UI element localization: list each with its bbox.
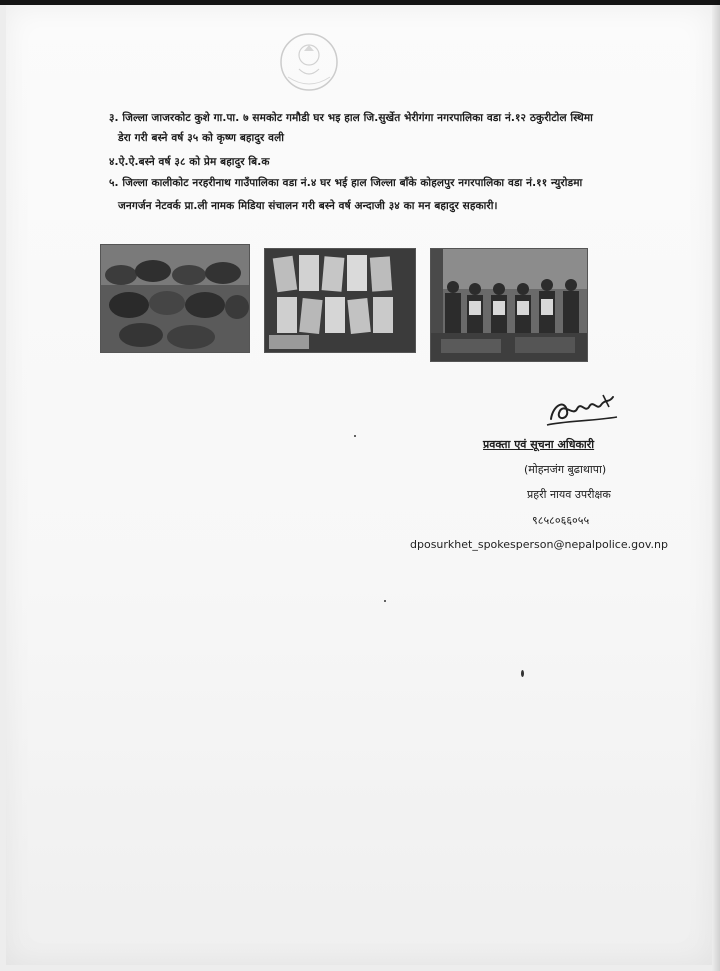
evidence-photo-2: [264, 248, 416, 353]
evidence-photo-3: [430, 248, 588, 362]
item-5-line-1: ५. जिल्ला कालीकोट नरहरीनाथ गाउँपालिका वडा नं.४ घर भई हाल जिल्ला बाँके कोहलपुर नगरपालिका वडा नं.११ न्युरोडमा: [109, 177, 583, 189]
document-page: [6, 5, 712, 965]
scan-speck: [521, 670, 524, 677]
item-4-line-1: ४.ऐ.ऐ.बस्ने वर्ष ३८ को प्रेम बहादुर बि.क: [109, 156, 270, 168]
signatory-email: dposurkhet_spokesperson@nepalpolice.gov.np: [410, 538, 668, 551]
handwritten-signature: [543, 387, 623, 431]
item-5-line-2: जनगर्जन नेटवर्क प्रा.ली नामक मिडिया संचालन गरी बस्ने वर्ष अन्दाजी ३४ का मन बहादुर सहकारी।: [118, 200, 498, 212]
scan-speck: [384, 600, 386, 602]
signatory-name: (मोहनजंग बुढाथापा): [524, 463, 607, 476]
police-seal-watermark: [274, 29, 344, 95]
signatory-rank: प्रहरी नायव उपरीक्षक: [527, 488, 611, 501]
item-3-line-1: ३. जिल्ला जाजरकोट कुशे गा.पा. ७ समकोट गमौडी घर भइ हाल जि.सुर्खेत भेरीगंगा नगरपालिका वडा नं.१२ ठकुरीटोल स्थिमा: [109, 112, 593, 124]
scan-speck: [354, 435, 356, 437]
page-edge-shadow: [712, 0, 720, 971]
signatory-phone: ९८५८०६६०५५: [532, 514, 590, 527]
signatory-title: प्रवक्ता एवं सूचना अधिकारी: [483, 438, 595, 451]
item-3-line-2: डेरा गरी बस्ने वर्ष ३५ को कृष्ण बहादुर वली: [118, 132, 285, 144]
evidence-photo-1: [100, 244, 250, 353]
